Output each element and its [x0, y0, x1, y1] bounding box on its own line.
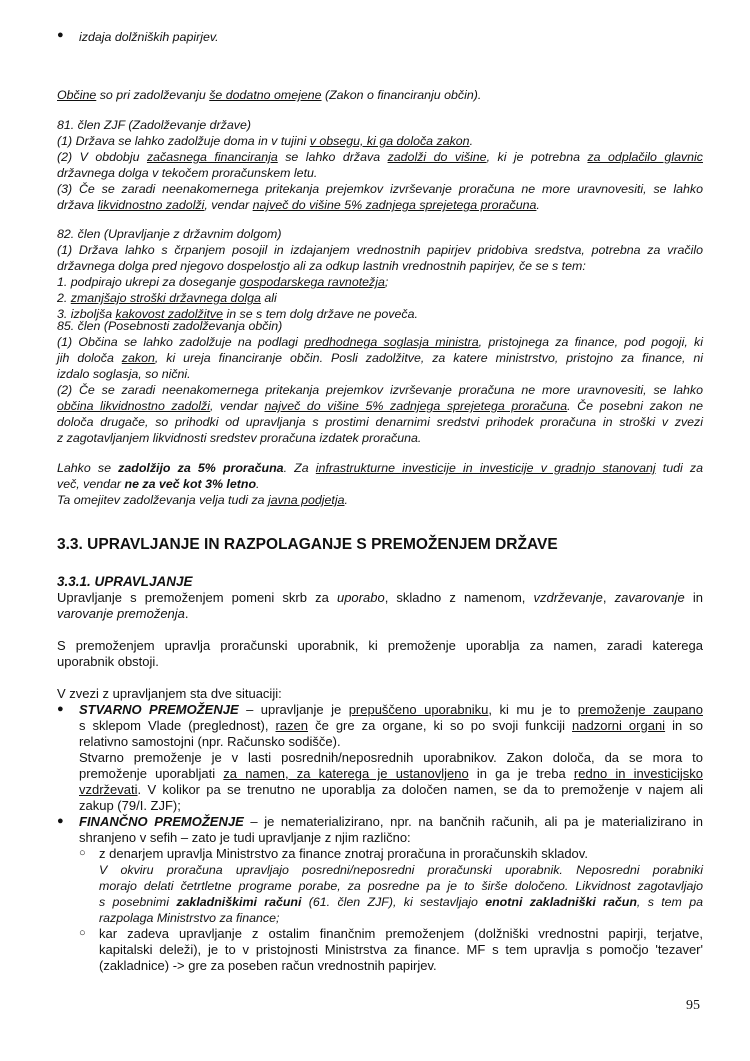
- bullet-icon: ●: [57, 703, 64, 715]
- article-81-p1: (1) Država se lahko zadolžuje doma in v tujini v obsegu, ki ga določa zakon.: [57, 134, 474, 148]
- article-85-p1-cont: jih določa zakon, ki ureja financiranje občin. Posli zadolžitve, za katere ministrstvo, pristojno za finance, ni: [57, 351, 703, 365]
- circle-bullet-icon: ○: [79, 847, 86, 859]
- page-number: 95: [686, 998, 700, 1013]
- circle-bullet-icon: ○: [79, 927, 86, 939]
- subsection-p2-cont: uporabnik obstoji.: [57, 654, 159, 669]
- article-81-p3: (3) Če se zaradi neenakomernega pritekanja prejemkov izvrševanje proračuna ne more uravnovesiti, se lahko: [57, 182, 703, 196]
- bullet-icon: ●: [57, 815, 64, 827]
- article-82-title: 82. člen (Upravljanje z državnim dolgom): [57, 227, 282, 241]
- article-82-item-1: 1. podpirajo ukrepi za doseganje gospodarskega ravnotežja;: [57, 275, 389, 289]
- article-85-title: 85. člen (Posebnosti zadolževanja občin): [57, 319, 283, 333]
- summary-line-3: Ta omejitev zadolževanja velja tudi za javna podjetja.: [57, 493, 348, 507]
- article-81-p2-cont: državnega dolga v tekočem proračunskem letu.: [57, 166, 318, 180]
- section-heading: 3.3. UPRAVLJANJE IN RAZPOLAGANJE S PREMOŽENJEM DRŽAVE: [57, 536, 558, 553]
- summary-line-1: Lahko se zadolžijo za 5% proračuna. Za infrastrukturne investicije in investicije v gradnjo stanovanj tudi za: [57, 461, 703, 475]
- obcine-paragraph: Občine so pri zadolževanju še dodatno omejene (Zakon o financiranju občin).: [57, 88, 482, 102]
- article-81-p3-cont: država likvidnostno zadolži, vendar največ do višine 5% zadnjega sprejetega proračuna.: [57, 198, 540, 212]
- subsection-heading: 3.3.1. UPRAVLJANJE: [57, 574, 193, 589]
- article-85-p2-end: z zagotavljanjem likvidnosti sredstev proračuna izdatek proračuna.: [57, 431, 422, 445]
- bullet-icon: ●: [57, 29, 64, 41]
- article-85-p2: (2) Če se zaradi neenakomernega pritekanja prejemkov izvrševanje proračuna ne more uravnovesiti, se lahko: [57, 383, 703, 397]
- bullet-item: izdaja dolžniških papirjev.: [79, 30, 219, 44]
- article-81-p2: (2) V obdobju začasnega financiranja se lahko država zadolži do višine, ki je potrebna za odplačilo glavnic: [57, 150, 703, 164]
- subsection-p1-cont: varovanje premoženja.: [57, 606, 189, 621]
- article-82-item-3: 3. izboljša kakovost zadolžitve in se s tem dolg države ne poveča.: [57, 307, 418, 321]
- subsection-p2: S premoženjem upravlja proračunski uporabnik, ki premoženje uporablja za namen, zaradi katerega: [57, 638, 703, 653]
- article-85-p1: (1) Občina se lahko zadolžuje na podlagi predhodnega soglasja ministra, pristojnega za finance, pod pogoji, ki: [57, 335, 703, 349]
- article-85-p2-cont2: določa drugače, so prihodki od upravljanja s prostimi denarnimi sredstvi prihodek proračuna in stroški v zvezi: [57, 415, 703, 429]
- subsection-p1: Upravljanje s premoženjem pomeni skrb za uporabo, skladno z namenom, vzdrževanje, zavarovanje in: [57, 590, 704, 605]
- subsection-p3: V zvezi z upravljanjem sta dve situaciji:: [57, 686, 282, 701]
- article-85-p2-cont: občina likvidnostno zadolži, vendar največ do višine 5% zadnjega sprejetega proračuna. Če posebni zakon ne: [57, 399, 704, 413]
- article-82-p1: (1) Država lahko s črpanjem posojil in izdajanjem vrednostnih papirjev pridobiva sredstva, potrebna za vračilo: [57, 243, 703, 257]
- article-82-item-2: 2. zmanjšajo stroški državnega dolga ali: [57, 291, 277, 305]
- article-85-p1-end: izdalo soglasja, so nični.: [57, 367, 191, 381]
- summary-line-2: več, vendar ne za več kot 3% letno.: [57, 477, 260, 491]
- article-82-p1-cont: državnega dolga pred njegovo dospelostjo ali za odkup lastnih vrednostnih papirjev, če se s tem:: [57, 259, 586, 273]
- article-81-title: 81. člen ZJF (Zadolževanje države): [57, 118, 251, 132]
